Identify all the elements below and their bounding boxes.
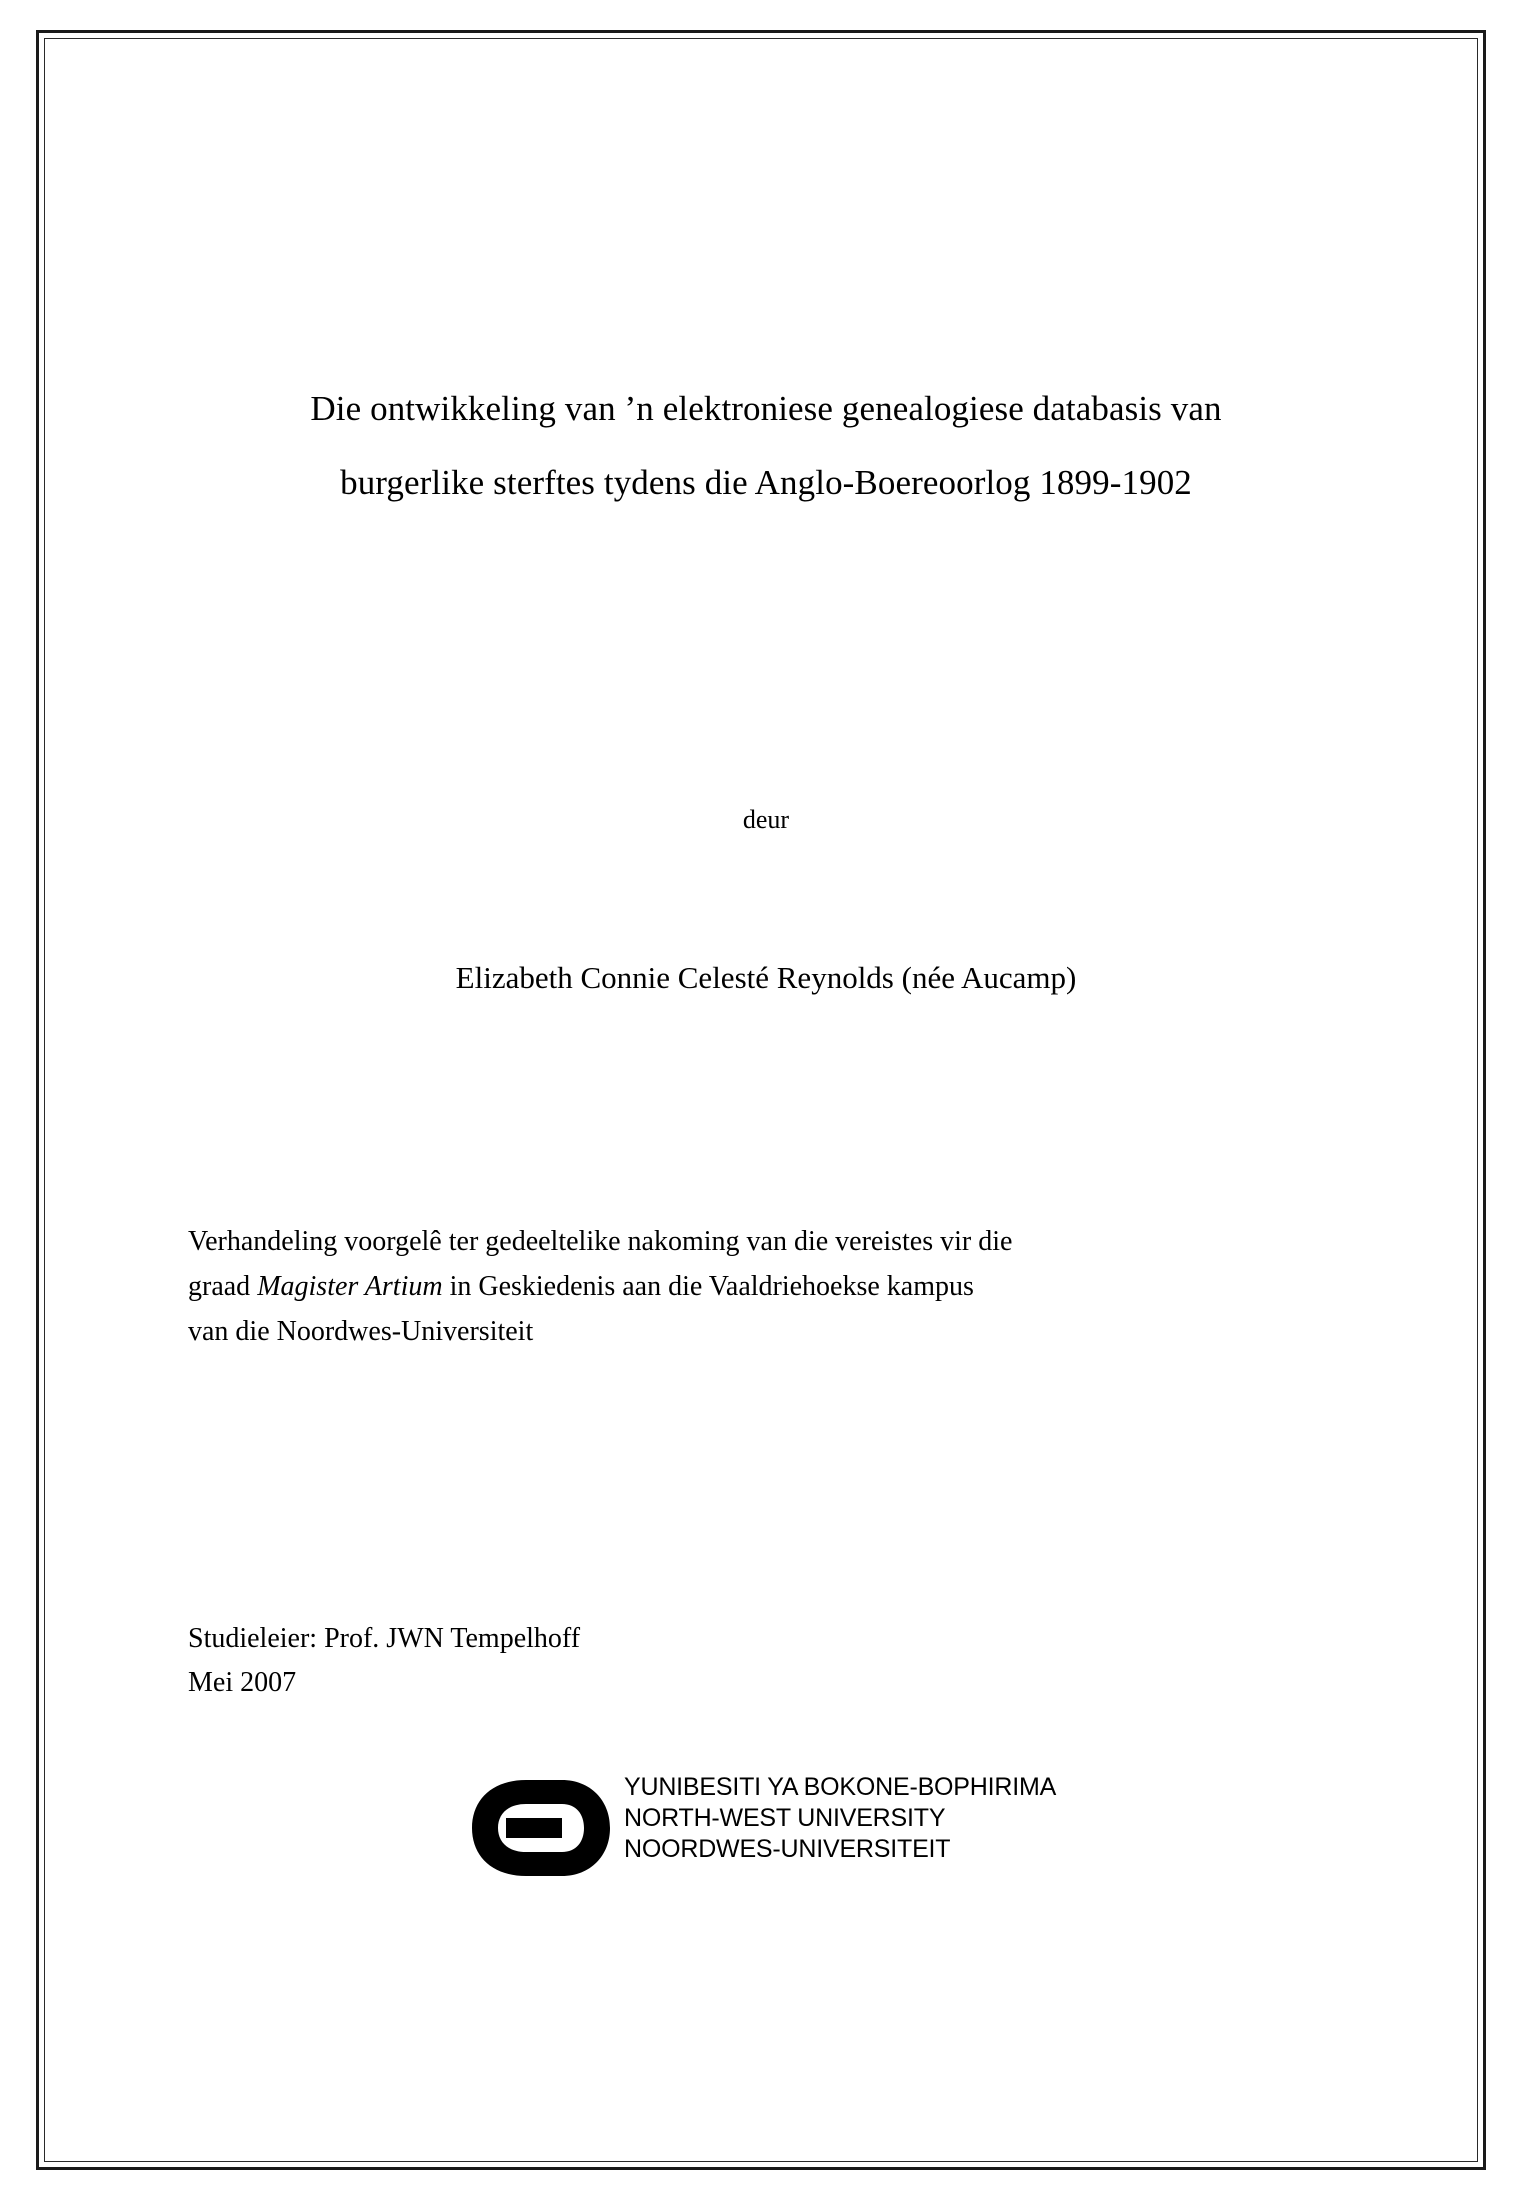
university-logo-text — [624, 1772, 1056, 1865]
logo-text-line-1: YUNIBESITI YA BOKONE-BOPHIRIMA — [624, 1773, 1057, 1801]
date-line: Mei 2007 — [188, 1667, 297, 1698]
supervisor-block — [188, 1617, 1088, 1705]
page-title — [176, 372, 1356, 520]
degree-statement-line-3: van die Noordwes-Universiteit — [188, 1316, 534, 1347]
title-line-2: burgerlike sterftes tydens die Anglo-Boereoorlog 1899-1902 — [340, 463, 1192, 502]
author-name: Elizabeth Connie Celesté Reynolds (née Aucamp) — [455, 960, 1077, 995]
logo-text-line-2: NORTH-WEST UNIVERSITY — [624, 1804, 946, 1832]
degree-statement — [188, 1219, 1343, 1354]
degree-statement-line-2 — [188, 1264, 1343, 1309]
north-west-university-logo-icon — [466, 1774, 616, 1882]
degree-statement-line-2-suffix: in Geskiedenis aan die Vaaldriehoekse kampus — [442, 1271, 974, 1302]
by-label: deur — [742, 805, 790, 834]
title-line-1: Die ontwikkeling van ’n elektroniese genealogiese databasis van — [310, 389, 1222, 428]
degree-name-italic: Magister Artium — [257, 1271, 443, 1302]
supervisor-line: Studieleier: Prof. JWN Tempelhoff — [188, 1623, 581, 1654]
degree-statement-line-1: Verhandeling voorgelê ter gedeeltelike nakoming van die vereistes vir die — [188, 1226, 1013, 1257]
logo-text-line-3: NOORDWES-UNIVERSITEIT — [624, 1835, 951, 1863]
degree-statement-line-2-prefix: graad — [188, 1271, 258, 1302]
university-logo — [466, 1768, 1106, 1886]
title-page-content — [176, 0, 1356, 2206]
